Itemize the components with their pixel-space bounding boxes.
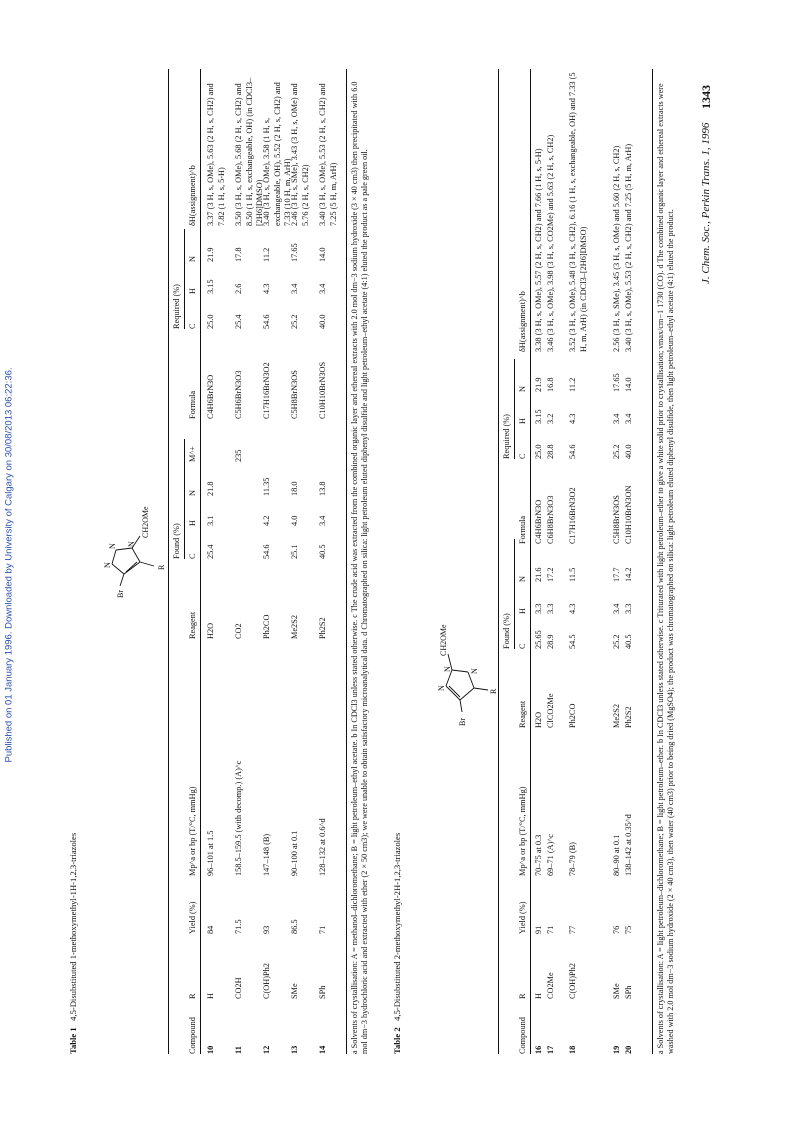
table2-cell-nmr: 3.38 (3 H, s, OMe), 5.57 (2 H, s, CH2) and 7.66 (1 H, s, 5-H) bbox=[534, 148, 543, 352]
table1-cell-req-n: 11.2 bbox=[262, 247, 271, 262]
table1-required-header: Required (%) bbox=[172, 284, 181, 329]
table1-col-req-h: H bbox=[188, 288, 197, 294]
table2-cell-req-h: 3.15 bbox=[534, 409, 543, 424]
table2-cell-mp: 80–90 at 0.1 bbox=[612, 834, 621, 876]
table1-cell-nmr: 3.37 (3 H, s, OMe), 5.63 (2 H, s, CH2) and 7.82 (1 H, s, 5-H) bbox=[206, 83, 226, 226]
table2-cell-req-c: 40.0 bbox=[624, 444, 633, 459]
table1-col-found-n: N bbox=[188, 490, 197, 496]
table2-cell-req-c: 25.0 bbox=[534, 444, 543, 459]
table1-cell-found-n: 18.0 bbox=[290, 481, 299, 496]
table1-cell-yield: 86.5 bbox=[290, 919, 299, 934]
table1-cell-nmr: 2.46 (3 H, s, SMe), 3.43 (3 H, s, OMe) and 5.76 (2 H, s, CH2) bbox=[290, 83, 310, 226]
table2-bottom-rule bbox=[652, 69, 653, 1054]
table2-cell-req-h: 4.3 bbox=[568, 413, 577, 424]
table2-cell-mp: 78–79 (B) bbox=[568, 842, 577, 876]
table2-cell-yield: 75 bbox=[624, 925, 633, 934]
table1-col-compound: Compound bbox=[188, 1017, 197, 1054]
table1-cell-r: CO2H bbox=[234, 977, 243, 999]
table2-cell-nmr: 2.56 (3 H, s, SMe), 3.45 (3 H, s, OMe) and 5.60 (2 H, s, CH2) bbox=[612, 145, 621, 352]
table2-structure-r: R bbox=[489, 688, 498, 694]
table1-cell-mp: 128–132 at 0.6^d bbox=[318, 818, 327, 876]
table2-cell-found-n: 14.2 bbox=[624, 567, 633, 582]
table1-cell-found-h: 3.1 bbox=[206, 515, 215, 526]
table1-col-nmr: δH(assignment)^b bbox=[188, 165, 197, 226]
table1-structure-br: Br bbox=[116, 590, 125, 598]
table1-cell-req-n: 17.65 bbox=[290, 243, 299, 262]
table2-col-found-n: N bbox=[518, 576, 527, 582]
table1-label: Table 1 bbox=[68, 1027, 78, 1054]
table2-cell-r: SMe bbox=[612, 983, 621, 999]
table1-structure-n2: N bbox=[108, 543, 117, 549]
table2-cell-mp: 138–142 at 0.35^d bbox=[624, 814, 633, 876]
table2-cell-found-n: 21.6 bbox=[534, 567, 543, 582]
table2-cell-compound: 17 bbox=[546, 1045, 555, 1054]
table1-cell-found-n: 11.35 bbox=[262, 477, 271, 496]
table2-col-reagent: Reagent bbox=[518, 700, 527, 728]
table2-cell-found-c: 40.5 bbox=[624, 634, 633, 649]
table2-cell-found-h: 3.3 bbox=[534, 603, 543, 614]
table1-structure-n1: N bbox=[103, 562, 112, 568]
table2-cell-reagent: Ph2CO bbox=[568, 703, 577, 728]
table1-found-header: Found (%) bbox=[172, 523, 181, 559]
table2-cell-found-h: 4.3 bbox=[568, 603, 577, 614]
table1-cell-req-n: 21.9 bbox=[206, 247, 215, 262]
table1-cell-req-h: 4.3 bbox=[262, 283, 271, 294]
table1-cell-req-h: 2.6 bbox=[234, 283, 243, 294]
table1-col-mp: Mp^a or bp (T/°C, mmHg) bbox=[188, 786, 197, 876]
table2-header-rule bbox=[530, 69, 531, 1054]
table1-col-formula: Formula bbox=[188, 390, 197, 419]
table2-col-formula: Formula bbox=[518, 515, 527, 544]
table1-cell-r: SMe bbox=[290, 983, 299, 999]
table1-structure-n3: N bbox=[127, 541, 136, 547]
table1-col-found-h: H bbox=[188, 520, 197, 526]
table2-col-yield: Yield (%) bbox=[518, 901, 527, 934]
table1-cell-r: H bbox=[206, 993, 215, 999]
table2-cell-req-n: 11.2 bbox=[568, 377, 577, 392]
table1-title: 4,5-Disubstituted 1-methoxymethyl-1H-1,2,3-triazoles bbox=[68, 832, 78, 1021]
table2-cell-req-n: 21.9 bbox=[534, 377, 543, 392]
table1-cell-req-c: 25.2 bbox=[290, 314, 299, 329]
table2-cell-formula: C4H6BrN3O bbox=[534, 499, 543, 544]
table1-cell-reagent: Ph2CO bbox=[262, 614, 271, 639]
table2-col-nmr: δH(assignment)^b bbox=[518, 291, 527, 352]
table1-structure-r: R bbox=[157, 564, 166, 570]
table2-cell-found-c: 54.5 bbox=[568, 634, 577, 649]
table1-cell-reagent: CO2 bbox=[234, 623, 243, 639]
table2-cell-req-c: 54.6 bbox=[568, 444, 577, 459]
table1-cell-reagent: H2O bbox=[206, 622, 215, 639]
table1-top-rule bbox=[168, 69, 169, 1054]
table1-cell-found-c: 25.1 bbox=[290, 544, 299, 559]
table1-cell-formula: C5H6BrN3O3 bbox=[234, 370, 243, 419]
table2-col-mp: Mp^a or bp (T/°C, mmHg) bbox=[518, 786, 527, 876]
table1-cell-nmr: 3.50 (3 H, s, OMe), 5.68 (2 H, s, CH2) and 8.50 (1 H, s, exchangeable, OH) (in CDCl3–[2H6]DMSO) bbox=[234, 77, 264, 226]
table2-title: 4,5-Disubstituted 2-methoxymethyl-2H-1,2,3-triazoles bbox=[392, 832, 402, 1021]
table1-cell-compound: 12 bbox=[262, 1045, 271, 1054]
table1-cell-reagent: Ph2S2 bbox=[318, 617, 327, 639]
table2-cell-found-n: 17.2 bbox=[546, 567, 555, 582]
table1-cell-yield: 71 bbox=[318, 925, 327, 934]
table1-cell-r: C(OH)Ph2 bbox=[262, 963, 271, 999]
table2-structure-n3: N bbox=[470, 668, 479, 674]
table1-cell-mp: 90–100 at 0.1 bbox=[290, 830, 299, 876]
table2-cell-req-h: 3.4 bbox=[624, 413, 633, 424]
table2-col-compound: Compound bbox=[518, 1017, 527, 1054]
table1-cell-formula: C4H6BrN3O bbox=[206, 374, 215, 419]
table2-cell-nmr: 3.52 (3 H, s, OMe), 5.48 (3 H, s, CH2), 6.16 (1 H, s, exchangeable, OH) and 7.33 (5 H, m, ArH) (in CDCl3–[2H6]DMSO) bbox=[568, 72, 588, 352]
table2-cell-found-n: 17.7 bbox=[612, 567, 621, 582]
table2-cell-reagent: Me2S2 bbox=[612, 704, 621, 728]
table1-col-req-c: C bbox=[188, 323, 197, 329]
table1-cell-compound: 14 bbox=[318, 1045, 327, 1054]
table1-cell-mp: 147–148 (B) bbox=[262, 833, 271, 876]
table2-cell-formula: C5H8BrN3OS bbox=[612, 495, 621, 544]
table1-col-m: M^+ bbox=[188, 446, 197, 462]
table2-structure-n1: N bbox=[437, 685, 446, 691]
table1-cell-found-h: 3.4 bbox=[318, 515, 327, 526]
table2-structure-n2: N bbox=[443, 666, 452, 672]
table1-col-found-c: C bbox=[188, 553, 197, 559]
table1-cell-req-n: 14.0 bbox=[318, 247, 327, 262]
download-banner-text[interactable]: Published on 01 January 1996. Downloaded by University of Calgary on 30/08/2013 06:22:36. bbox=[3, 367, 15, 763]
table1-cell-req-n: 17.8 bbox=[234, 247, 243, 262]
table1-cell-found-n: 13.8 bbox=[318, 481, 327, 496]
table1-cell-yield: 93 bbox=[262, 925, 271, 934]
table2-col-found-c: C bbox=[518, 643, 527, 649]
table1-cell-compound: 10 bbox=[206, 1045, 215, 1054]
table2-cell-found-c: 25.65 bbox=[534, 630, 543, 649]
table1-cell-found-c: 40.5 bbox=[318, 544, 327, 559]
table2-cell-req-h: 3.2 bbox=[546, 413, 555, 424]
table2-cell-req-n: 14.0 bbox=[624, 377, 633, 392]
table2-footnote: a Solvents of crystallisation: A = light petroleum–dichloromethane; B = light petroleum–ether. b In CDCl3 unless stated otherwise. c Triturated with light petroleum–ether to give a white solid prior to crystallisation; νmax/cm−1 1730 (CO). d The combined organic layer and ethereal extracts were washed with 2.0 mol dm−3 sodium hydroxide (2 × 40 cm3), then water (40 cm3) prior to being dried (MgSO4); the product was chromatographed on silica: light petroleum eluted diphenyl disulfide, then light petroleum–ethyl acetate (4:1) eluted the product. bbox=[656, 83, 676, 1054]
table2-col-r: R bbox=[518, 993, 527, 999]
table1-cell-formula: C5H8BrN3OS bbox=[290, 370, 299, 419]
table1-cell-nmr: 3.40 (3 H, s, OMe), 5.53 (2 H, s, CH2) and 7.25 (5 H, m, ArH) bbox=[318, 83, 338, 226]
table1-found-rule bbox=[184, 439, 185, 559]
table2-structure bbox=[412, 606, 496, 736]
table2-cell-yield: 71 bbox=[546, 925, 555, 934]
table1-cell-formula: C17H16BrN3O2 bbox=[262, 362, 271, 419]
table2-cell-yield: 91 bbox=[534, 925, 543, 934]
table1-cell-found-h: 4.2 bbox=[262, 515, 271, 526]
table1-caption bbox=[68, 833, 78, 1054]
table2-cell-compound: 16 bbox=[534, 1045, 543, 1054]
table1-cell-reagent: Me2S2 bbox=[290, 615, 299, 639]
table2-cell-yield: 76 bbox=[612, 925, 621, 934]
journal-reference: J. Chem. Soc., Perkin Trans. 1, 1996 bbox=[700, 122, 712, 284]
table2-cell-compound: 20 bbox=[624, 1045, 633, 1054]
table2-col-found-h: H bbox=[518, 608, 527, 614]
table2-cell-req-h: 3.4 bbox=[612, 413, 621, 424]
table2-cell-formula: C6H8BrN3O3 bbox=[546, 495, 555, 544]
table1-cell-found-c: 25.4 bbox=[206, 544, 215, 559]
table1-structure bbox=[82, 504, 166, 614]
table1-structure-substituent: CH2OMe bbox=[141, 506, 150, 538]
table1-cell-r: SPh bbox=[318, 985, 327, 999]
table2-cell-r: CO2Me bbox=[546, 972, 555, 999]
table1-bottom-rule bbox=[346, 69, 347, 1054]
table1-header-rule bbox=[200, 69, 201, 1054]
table2-cell-req-n: 17.65 bbox=[612, 373, 621, 392]
table2-cell-found-n: 11.5 bbox=[568, 567, 577, 582]
table1-cell-yield: 71.5 bbox=[234, 919, 243, 934]
table2-cell-r: C(OH)Ph2 bbox=[568, 963, 577, 999]
table1-cell-m: 235 bbox=[234, 449, 243, 462]
table2-cell-reagent: ClCO2Me bbox=[546, 693, 555, 728]
table1-cell-req-c: 25.4 bbox=[234, 314, 243, 329]
table2-required-header: Required (%) bbox=[502, 414, 511, 459]
table2-cell-r: SPh bbox=[624, 985, 633, 999]
table2-structure-br: Br bbox=[458, 718, 467, 726]
table1-cell-mp: 96–101 at 1.5 bbox=[206, 830, 215, 876]
table2-cell-found-h: 3.3 bbox=[546, 603, 555, 614]
table2-cell-compound: 18 bbox=[568, 1045, 577, 1054]
table1-cell-found-h: 4.0 bbox=[290, 515, 299, 526]
table2-col-req-n: N bbox=[518, 386, 527, 392]
table1-cell-req-h: 3.15 bbox=[206, 279, 215, 294]
table2-cell-found-c: 28.9 bbox=[546, 634, 555, 649]
table1-cell-req-c: 25.0 bbox=[206, 314, 215, 329]
table2-cell-req-n: 16.8 bbox=[546, 377, 555, 392]
rotated-content bbox=[60, 44, 720, 1064]
table2-cell-found-h: 3.4 bbox=[612, 603, 621, 614]
table2-cell-found-c: 25.2 bbox=[612, 634, 621, 649]
table2-label: Table 2 bbox=[392, 1027, 402, 1054]
table2-found-rule bbox=[514, 539, 515, 649]
table2-cell-nmr: 3.46 (3 H, s, OMe), 3.98 (3 H, s, CO2Me) and 5.63 (2 H, s, CH2) bbox=[546, 134, 555, 352]
table1-col-yield: Yield (%) bbox=[188, 901, 197, 934]
table1-cell-req-h: 3.4 bbox=[318, 283, 327, 294]
table1-cell-found-n: 21.8 bbox=[206, 481, 215, 496]
table1-footnote: a Solvents of crystallisation: A = methanol–dichloromethane; B = light petroleum–ethyl acetate. b In CDCl3 unless stated otherwise. c The crude acid was extracted from the combined organic layer and ethereal extracts with 2.0 mol dm−3 sodium hydroxide (3 × 40 cm3) then precipitated with 6.0 mol dm−3 hydrochloric acid and extracted with ether (2 × 50 cm3); we were unable to obtain satisfactory microanalytical data. d Chromatographed on silica: light petroleum eluted diphenyl disulfide and light petroleum–ethyl acetate (4:1) eluted the product as a pale green oil. bbox=[350, 81, 370, 1054]
table1-cell-req-c: 54.6 bbox=[262, 314, 271, 329]
table2-cell-nmr: 3.40 (3 H, s, OMe), 5.53 (2 H, s, CH2) and 7.25 (5 H, m, ArH) bbox=[624, 143, 633, 352]
table2-structure-substituent: CH2OMe bbox=[439, 624, 448, 656]
table2-col-req-h: H bbox=[518, 418, 527, 424]
table1-cell-compound: 11 bbox=[234, 1046, 243, 1054]
table2-cell-yield: 77 bbox=[568, 925, 577, 934]
table2-required-rule bbox=[514, 359, 515, 459]
table2-cell-mp: 70–75 at 0.3 bbox=[534, 834, 543, 876]
table1-required-rule bbox=[184, 229, 185, 329]
table2-col-req-c: C bbox=[518, 453, 527, 459]
table1-cell-compound: 13 bbox=[290, 1045, 299, 1054]
table2-cell-mp: 69–71 (A)^c bbox=[546, 834, 555, 876]
table1-col-reagent: Reagent bbox=[188, 611, 197, 639]
table1-col-r: R bbox=[188, 993, 197, 999]
table2-cell-formula: C10H10BrN3ON bbox=[624, 485, 633, 544]
table2-top-rule bbox=[498, 69, 499, 1054]
table1-cell-nmr: 3.40 (3 H, s, OMe), 3.58 (1 H, s, exchangeable, OH), 5.52 (2 H, s, CH2) and 7.33 (10 H, m, ArH) bbox=[262, 82, 292, 226]
table1-cell-mp: 158.5–159.5 (with decomp.) (A)^c bbox=[234, 760, 243, 876]
table2-cell-found-h: 3.3 bbox=[624, 603, 633, 614]
table2-caption bbox=[392, 833, 402, 1054]
table2-cell-req-c: 28.8 bbox=[546, 444, 555, 459]
table2-cell-compound: 19 bbox=[612, 1045, 621, 1054]
table1-cell-req-h: 3.4 bbox=[290, 283, 299, 294]
table1-col-req-n: N bbox=[188, 256, 197, 262]
table1-cell-req-c: 40.0 bbox=[318, 314, 327, 329]
table1-cell-formula: C10H10BrN3OS bbox=[318, 361, 327, 419]
table2-cell-req-c: 25.2 bbox=[612, 444, 621, 459]
table2-cell-r: H bbox=[534, 993, 543, 999]
table1-cell-found-c: 54.6 bbox=[262, 544, 271, 559]
table2-cell-formula: C17H16BrN3O2 bbox=[568, 487, 577, 544]
page-number: 1343 bbox=[699, 85, 713, 109]
table2-cell-reagent: Ph2S2 bbox=[624, 706, 633, 728]
table2-cell-reagent: H2O bbox=[534, 711, 543, 728]
table1-cell-yield: 84 bbox=[206, 925, 215, 934]
table2-found-header: Found (%) bbox=[502, 613, 511, 649]
